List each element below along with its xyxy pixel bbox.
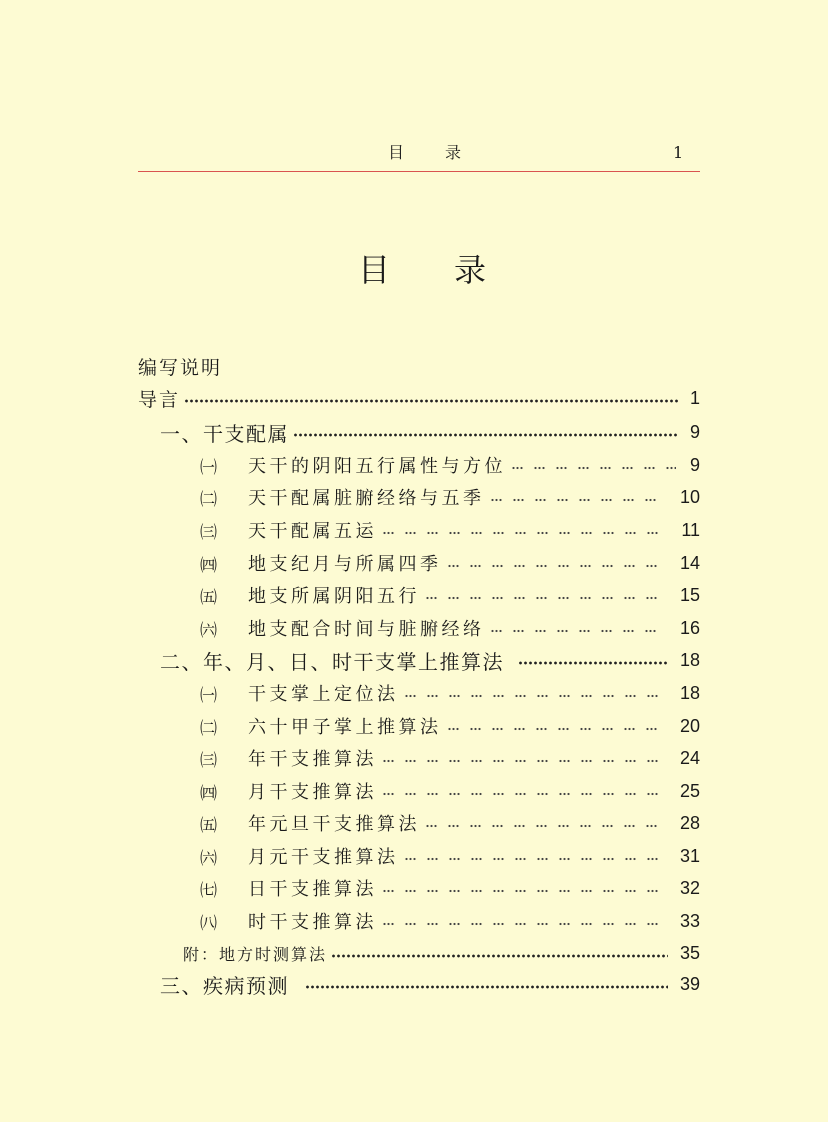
toc-entry bbox=[160, 419, 700, 445]
leader-dots bbox=[512, 452, 676, 478]
entry-page-number: 39 bbox=[679, 973, 700, 994]
toc-entry bbox=[200, 875, 700, 901]
entry-page-number: 15 bbox=[679, 584, 700, 605]
entry-page-number: 18 bbox=[679, 649, 700, 670]
toc-entry bbox=[200, 680, 700, 706]
leader-dots bbox=[383, 745, 666, 771]
entry-number: ㈤ bbox=[200, 815, 217, 836]
entry-page-number: 35 bbox=[679, 942, 700, 963]
entry-number: ㈣ bbox=[200, 783, 217, 804]
leader-dots bbox=[383, 517, 667, 543]
toc-entry bbox=[160, 647, 700, 673]
entry-page-number: 24 bbox=[679, 747, 700, 768]
entry-number: ㈠ bbox=[200, 685, 217, 706]
running-header-page-number: 1 bbox=[673, 143, 684, 162]
toc-entry bbox=[200, 550, 700, 576]
leader-dots bbox=[448, 713, 666, 739]
toc-entry bbox=[200, 582, 700, 608]
entry-number: ㈤ bbox=[200, 587, 217, 608]
entry-page-number: 18 bbox=[679, 682, 700, 703]
entry-title: 编写说明 bbox=[138, 356, 223, 379]
entry-title: 地支配合时间与脏腑经络 bbox=[248, 619, 485, 640]
leader-dots bbox=[491, 615, 666, 641]
entry-page-number: 20 bbox=[679, 715, 700, 736]
entry-title: 一、干支配属 bbox=[160, 421, 289, 446]
entry-page-number: 28 bbox=[679, 812, 700, 833]
toc-entry bbox=[200, 810, 700, 836]
toc-entry bbox=[200, 484, 700, 510]
entry-number: ㈥ bbox=[200, 848, 217, 869]
leader-dots bbox=[491, 484, 666, 510]
entry-title: 年元旦干支推算法 bbox=[248, 814, 420, 835]
toc-entry bbox=[200, 745, 700, 771]
leader-dots bbox=[305, 971, 668, 997]
toc-entry bbox=[160, 971, 700, 997]
toc-entry bbox=[200, 778, 700, 804]
entry-page-number: 16 bbox=[679, 617, 700, 638]
entry-number: ㈥ bbox=[200, 620, 217, 641]
toc-entry bbox=[200, 843, 700, 869]
entry-title: 月干支推算法 bbox=[248, 782, 377, 803]
page-title: 目 录 bbox=[358, 251, 487, 289]
entry-title: 三、疾病预测 bbox=[160, 973, 289, 998]
entry-number: ㈡ bbox=[200, 718, 217, 739]
entry-number: ㈣ bbox=[200, 555, 217, 576]
entry-title: 年干支推算法 bbox=[248, 749, 377, 770]
leader-dots bbox=[405, 843, 666, 869]
entry-number: ㈢ bbox=[200, 750, 217, 771]
toc-entry bbox=[138, 353, 700, 379]
leader-dots bbox=[293, 419, 678, 445]
toc-entry bbox=[200, 713, 700, 739]
entry-title: 时干支推算法 bbox=[248, 912, 377, 933]
toc-entry bbox=[138, 385, 700, 411]
entry-page-number: 32 bbox=[679, 877, 700, 898]
entry-page-number: 9 bbox=[689, 421, 700, 442]
entry-page-number: 25 bbox=[679, 780, 700, 801]
leader-dots bbox=[383, 778, 666, 804]
entry-title: 天干配属五运 bbox=[248, 521, 377, 542]
entry-title: 二、年、月、日、时干支掌上推算法 bbox=[160, 649, 504, 674]
entry-title: 附：地方时测算法 bbox=[183, 944, 328, 964]
header-rule bbox=[138, 171, 700, 172]
entry-title: 六十甲子掌上推算法 bbox=[248, 717, 442, 738]
entry-page-number: 31 bbox=[679, 845, 700, 866]
entry-title: 地支纪月与所属四季 bbox=[248, 554, 442, 575]
toc-entry bbox=[183, 940, 700, 966]
leader-dots bbox=[405, 680, 666, 706]
entry-page-number: 14 bbox=[679, 552, 700, 573]
entry-number: ㈢ bbox=[200, 522, 217, 543]
leader-dots bbox=[331, 940, 668, 966]
entry-title: 日干支推算法 bbox=[248, 879, 377, 900]
entry-page-number: 33 bbox=[679, 910, 700, 931]
entry-page-number: 10 bbox=[679, 486, 700, 507]
toc-entry bbox=[200, 615, 700, 641]
entry-title: 地支所属阴阳五行 bbox=[248, 586, 420, 607]
entry-title: 月元干支推算法 bbox=[248, 847, 399, 868]
entry-title: 导言 bbox=[138, 388, 181, 411]
entry-number: ㈦ bbox=[200, 880, 217, 901]
leader-dots bbox=[426, 810, 666, 836]
leader-dots bbox=[383, 875, 666, 901]
toc-entry bbox=[200, 908, 700, 934]
leader-dots bbox=[184, 385, 678, 411]
leader-dots bbox=[448, 550, 666, 576]
entry-title: 天干的阴阳五行属性与方位 bbox=[248, 456, 506, 477]
leader-dots bbox=[518, 647, 668, 673]
entry-title: 天干配属脏腑经络与五季 bbox=[248, 488, 485, 509]
leader-dots bbox=[383, 908, 666, 934]
leader-dots bbox=[426, 582, 666, 608]
toc-entry bbox=[200, 517, 700, 543]
entry-page-number: 9 bbox=[689, 454, 700, 475]
entry-page-number: 11 bbox=[681, 519, 700, 540]
entry-page-number: 1 bbox=[689, 387, 700, 408]
entry-number: ㈡ bbox=[200, 489, 217, 510]
entry-title: 干支掌上定位法 bbox=[248, 684, 399, 705]
entry-number: ㈠ bbox=[200, 457, 217, 478]
entry-number: ㈧ bbox=[200, 913, 217, 934]
running-header-title: 目 录 bbox=[388, 143, 465, 162]
toc-entry bbox=[200, 452, 700, 478]
